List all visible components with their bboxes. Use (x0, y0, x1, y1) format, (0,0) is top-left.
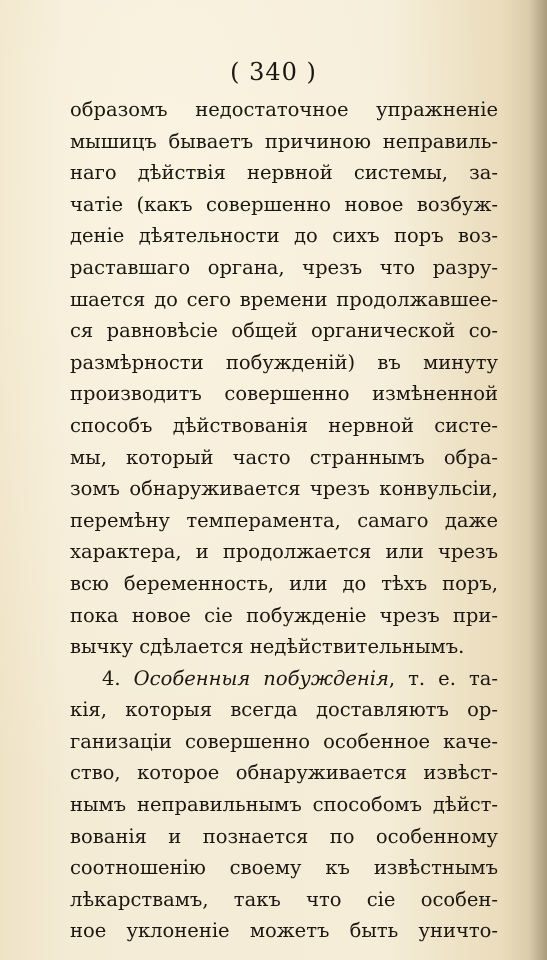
text-line: характера, и продолжается или чрезъ (70, 540, 498, 564)
text-line: ное уклоненіе можетъ быть уничто- (70, 919, 498, 943)
text-line: шается до сего времени продолжавшее- (70, 287, 498, 311)
text-line: перемѣну темперамента, самаго даже (70, 508, 498, 532)
text-line: вованія и познается по особенному (70, 824, 498, 848)
paragraph-number: 4. (102, 666, 121, 690)
text-line: лѣкарствамъ, такъ что сіе особен- (70, 887, 498, 911)
text-line: чатіе (какъ совершенно новое возбуж- (70, 192, 498, 216)
first-line-rest: , т. е. та- (388, 666, 498, 690)
text-line: ство, которое обнаруживается извѣст- (70, 761, 498, 785)
text-line: образомъ недостаточное упражненіе (70, 98, 498, 121)
paragraph-4-first-line (70, 663, 498, 695)
text-line: ганизаціи совершенно особенное каче- (70, 729, 498, 753)
text-line: кія, которыя всегда доставляютъ ор- (70, 698, 498, 722)
text-line: размѣрности побужденій) въ минуту (70, 350, 498, 374)
text-line: мы, который часто страннымъ обра- (70, 445, 498, 469)
text-line: способъ дѣйствованія нервной систе- (70, 413, 498, 437)
italic-term: Особенныя побужденія (133, 666, 389, 690)
page-number: ( 340 ) (230, 58, 317, 86)
text-line: всю беременность, или до тѣхъ поръ, (70, 571, 498, 595)
text-line: деніе дѣятельности до сихъ поръ воз- (70, 224, 498, 248)
page-edge-shadow (529, 0, 547, 960)
body-text (70, 94, 498, 947)
text-line: пока новое сіе побужденіе чрезъ при- (70, 603, 498, 627)
text-line: зомъ обнаруживается чрезъ конвульсіи, (70, 477, 498, 501)
text-line: мышицъ бываетъ причиною неправиль- (70, 129, 498, 153)
text-line: наго дѣйствія нервной системы, за- (70, 161, 498, 185)
text-line: производитъ совершенно измѣненной (70, 382, 498, 406)
text-line: нымъ неправильнымъ способомъ дѣйст- (70, 793, 498, 817)
text-line: вычку сдѣлается недѣйствительнымъ. (70, 635, 465, 659)
text-line: раставшаго органа, чрезъ что разру- (70, 255, 498, 279)
text-line: ся равновѣсіе общей органической со- (70, 319, 498, 343)
text-line: соотношенію своему къ извѣстнымъ (70, 856, 498, 880)
